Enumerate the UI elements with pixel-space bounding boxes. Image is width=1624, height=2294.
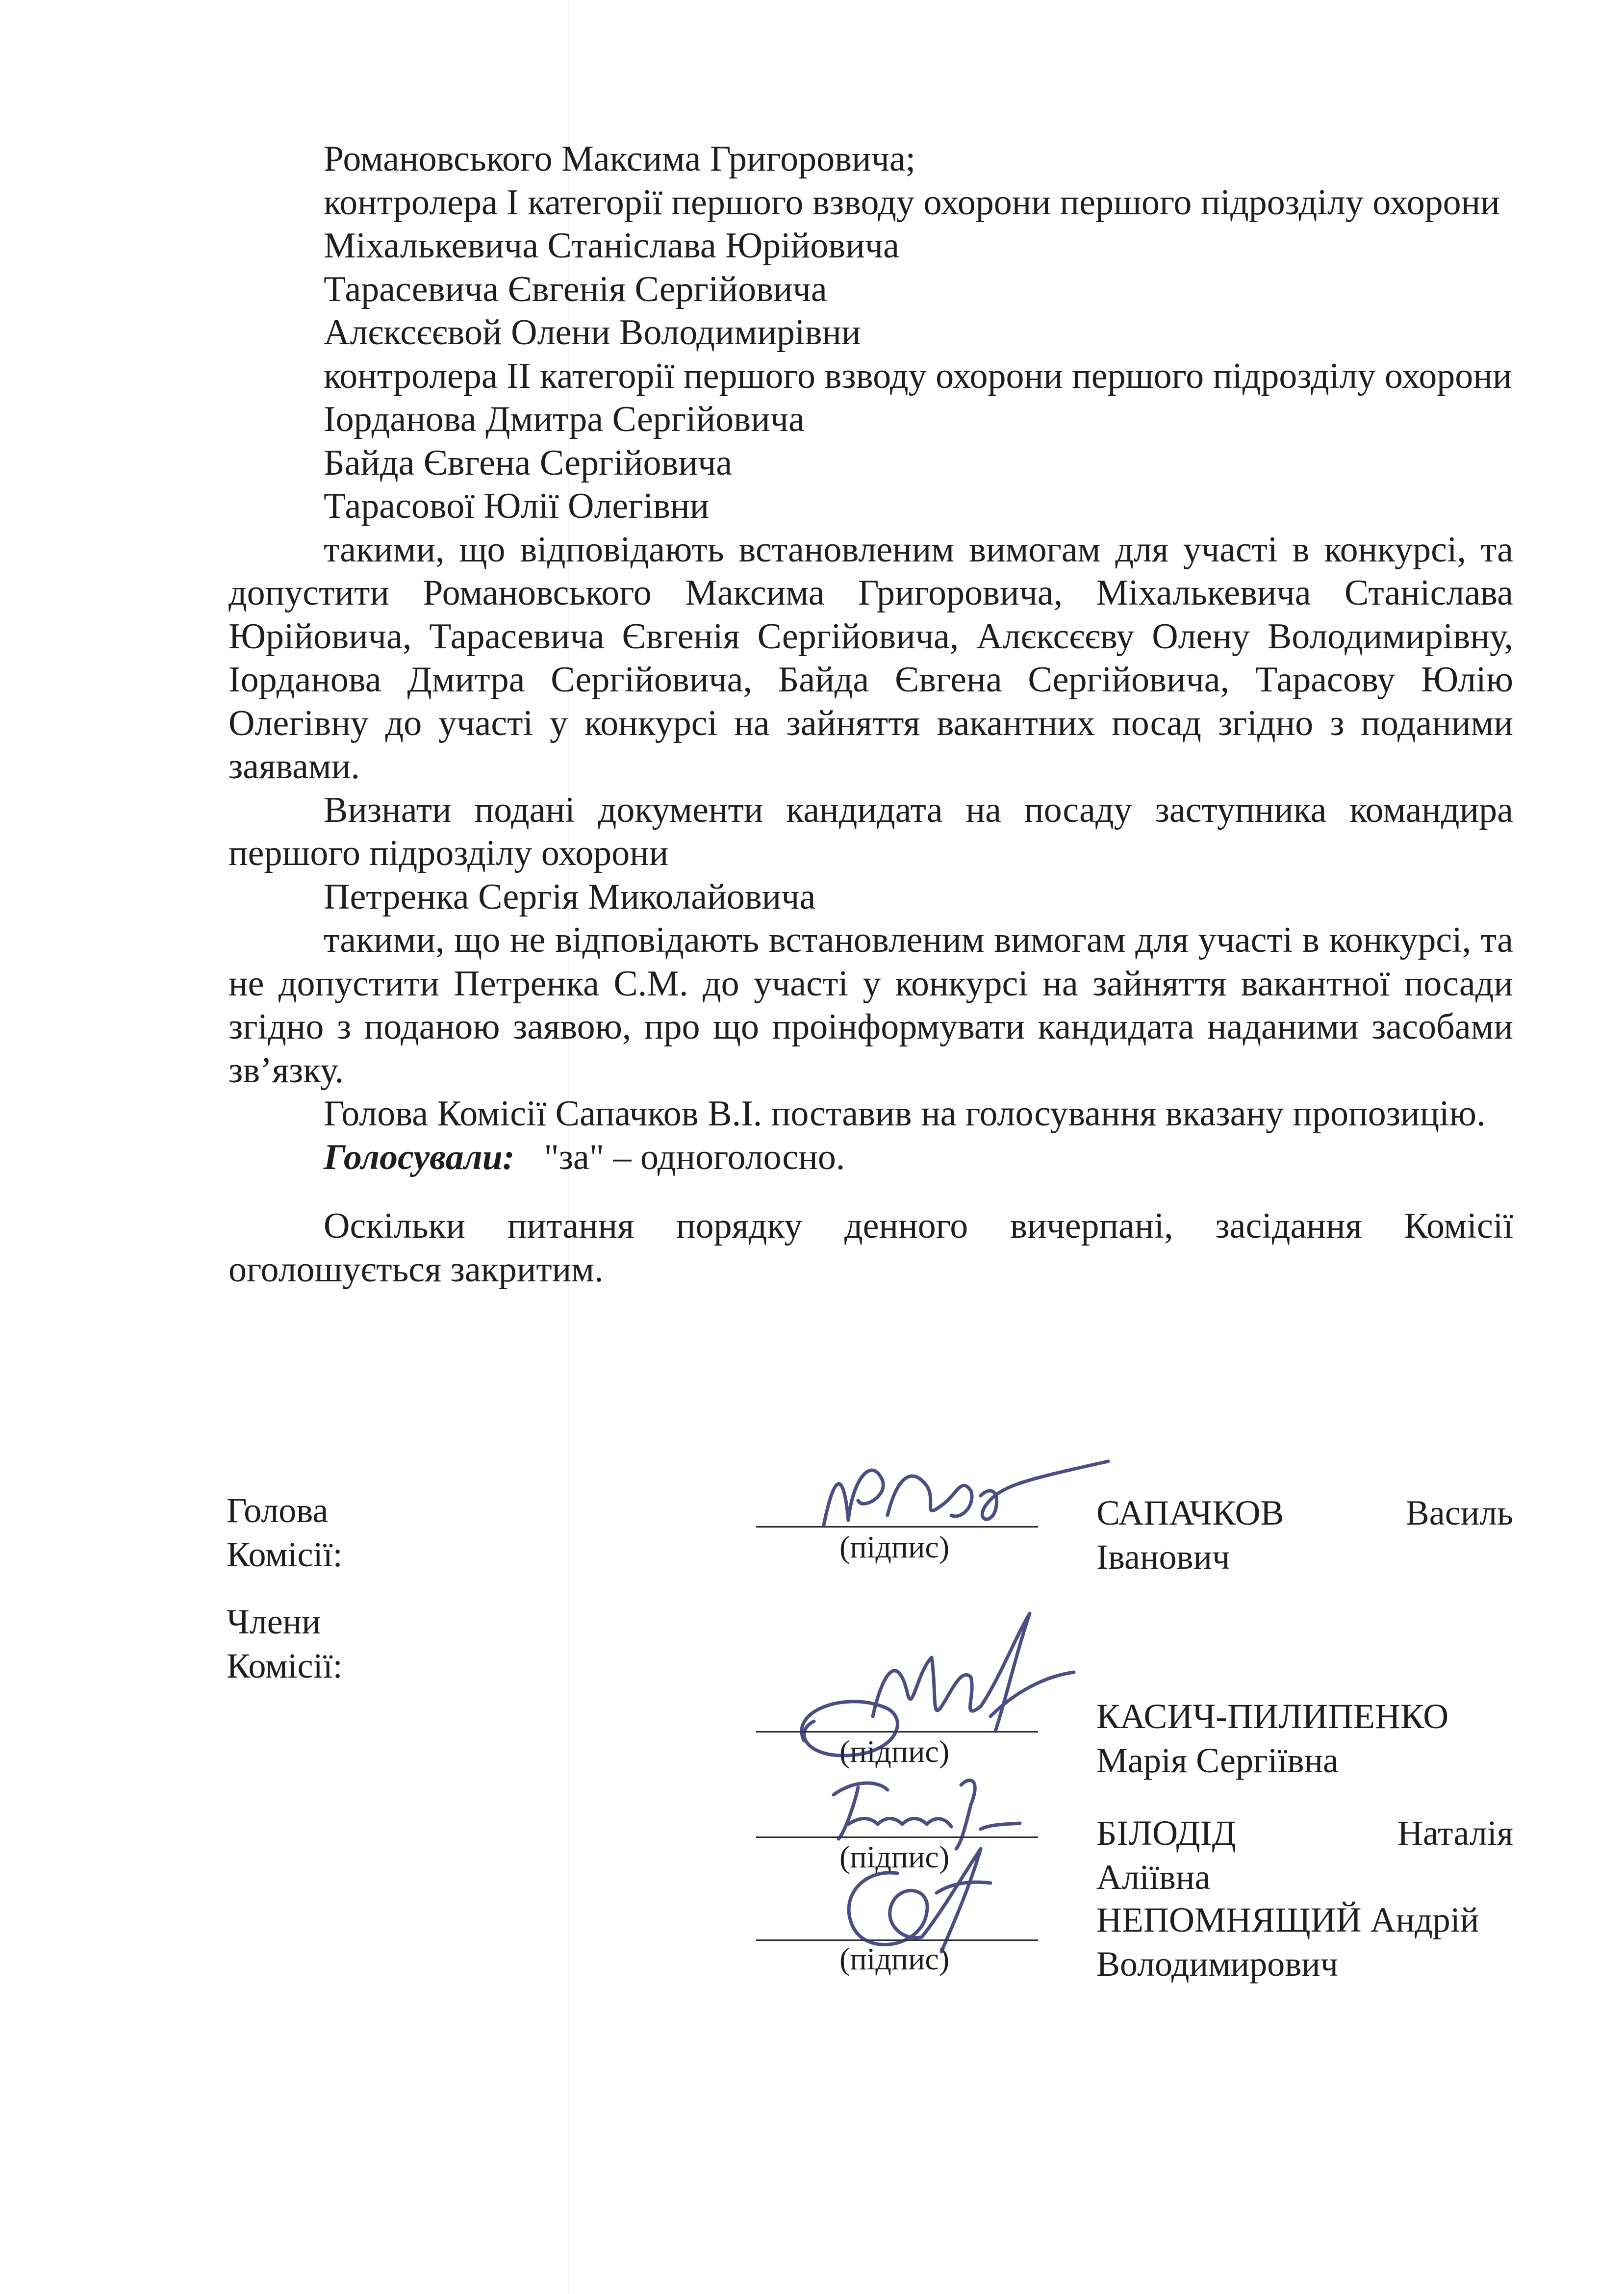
chair-surname: САПАЧКОВ [1096, 1493, 1284, 1532]
member-patronymic: Аліївна [1096, 1858, 1211, 1897]
decision-paragraph: такими, що не відповідають встановленим вимогам для участі в конкурсі, та не допустити Петренка С.М. до участі у конкурсі на зайняття вакантної посади згідно з поданою заявою, про що проінформувати кандидата наданими засобами зв’язку. [228, 920, 1513, 1091]
decision-paragraph: такими, що відповідають встановленим вимогам для участі в конкурсі, та допустити Романовського Максима Григоровича, Міхалькевича Станіслава Юрійовича, Тарасевича Євгенія Сергійовича, Алєксєєву Олену Володимирівну, Іорданова Дмитра Сергійовича, Байда Євгена Сергійовича, Тарасову Юлію Олегівну до участі у конкурсі на зайняття вакантних посад згідно з поданими заявами. [228, 529, 1513, 787]
signature-caption: (підпис) [839, 1529, 950, 1564]
member-given-names: Марія Сергіївна [1096, 1741, 1339, 1780]
position-title: контролера І категорії першого взводу охорони першого підрозділу охорони [324, 182, 1500, 223]
member-name [1096, 1694, 1513, 1783]
chair-patronymic: Іванович [1096, 1537, 1230, 1577]
member-signature [785, 1594, 1089, 1780]
candidate-name: Байда Євгена Сергійовича [324, 442, 733, 483]
candidate-name: Романовського Максима Григоровича; [324, 139, 916, 179]
members-role-label: Комісії: [227, 1646, 343, 1685]
member-signature [824, 1834, 1020, 1962]
position-title: контролера ІІ категорії першого взводу охорони першого підрозділу охорони [324, 356, 1512, 396]
signature-caption: (підпис) [839, 1839, 950, 1874]
closing-paragraph: Оскільки питання порядку денного вичерпані, засідання Комісії оголошується закритим. [228, 1206, 1513, 1290]
chair-first-name: Василь [1405, 1493, 1513, 1532]
chair-role-label: Голова [227, 1491, 329, 1530]
chair-role-label: Комісії: [227, 1535, 343, 1574]
member-surname: КАСИЧ-ПИЛИПЕНКО [1096, 1697, 1449, 1736]
candidate-name: Петренка Сергія Миколайовича [324, 876, 816, 917]
signature-caption: (підпис) [839, 1734, 950, 1769]
chair-name [1096, 1491, 1513, 1579]
candidate-name: Іорданова Дмитра Сергійовича [324, 399, 805, 439]
member-surname: БІЛОДІД [1096, 1813, 1236, 1853]
member-name-line: НЕПОМНЯЩИЙ Андрій [1096, 1900, 1479, 1939]
candidate-name: Міхалькевича Станіслава Юрійовича [324, 226, 899, 266]
vote-proposal: Голова Комісії Сапачков В.І. поставив на голосування вказану пропозицію. [324, 1094, 1486, 1134]
candidate-name: Тарасової Юлії Олегівни [324, 486, 710, 526]
members-role-label: Члени [227, 1602, 321, 1641]
decision-paragraph: Визнати подані документи кандидата на посаду заступника командира першого підрозділу охорони [228, 790, 1513, 873]
candidate-name: Алєксєєвой Олени Володимирівни [324, 312, 861, 353]
member-name [1096, 1811, 1513, 1899]
member-name [1096, 1898, 1513, 1986]
chair-signature [814, 1447, 1118, 1545]
member-first-name: Наталія [1397, 1813, 1513, 1853]
signature-caption: (підпис) [839, 1941, 950, 1976]
vote-text: "за" – одноголосно. [544, 1137, 845, 1177]
candidate-name: Тарасевича Євгенія Сергійовича [324, 269, 827, 309]
vote-label: Голосували: [324, 1137, 515, 1177]
member-patronymic: Володимирович [1096, 1944, 1338, 1984]
